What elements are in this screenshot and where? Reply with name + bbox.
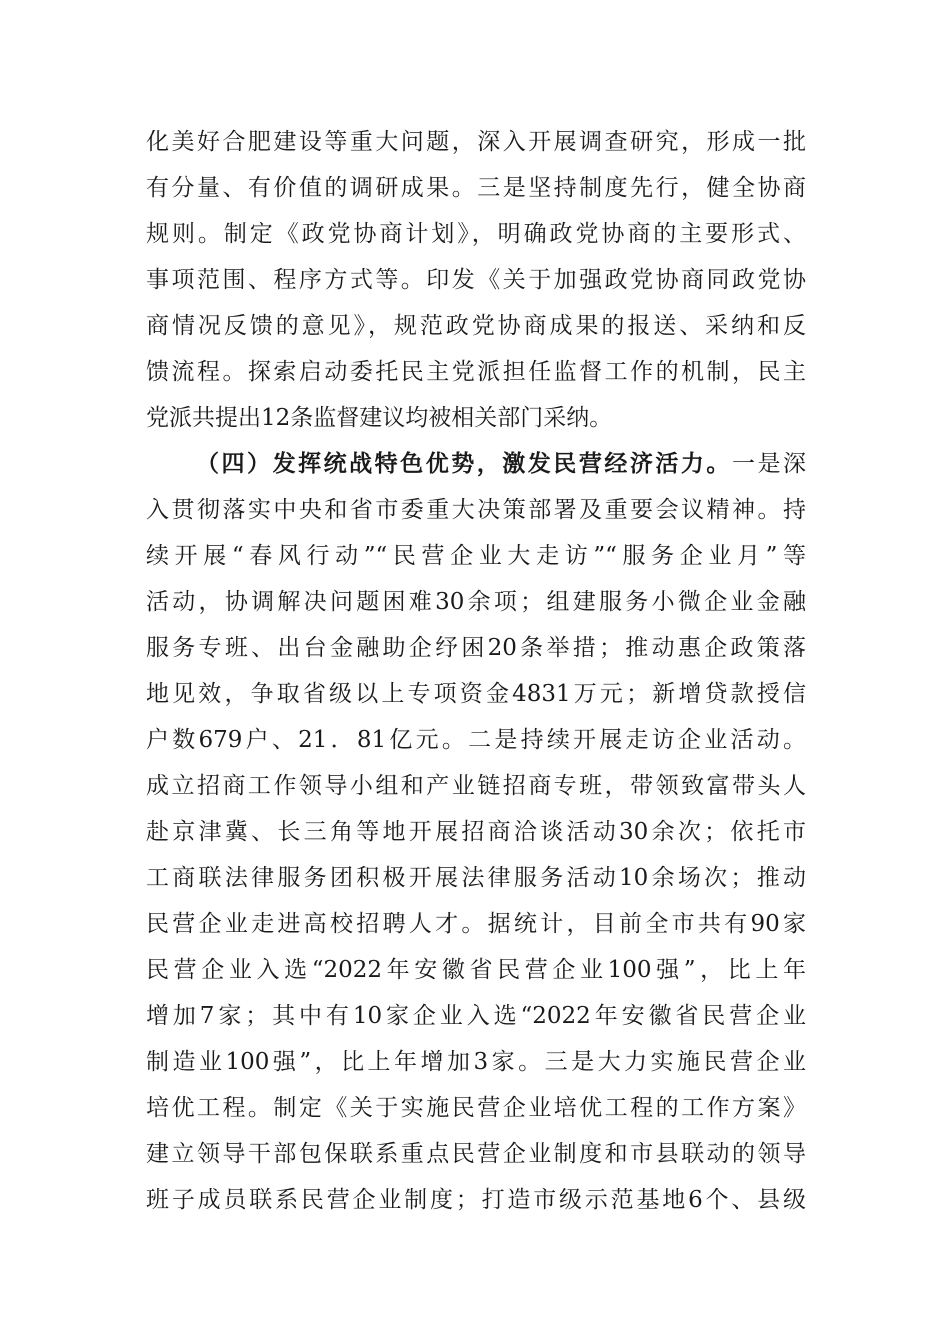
paragraph-line: 赴京津冀、长三角等地开展招商洽谈活动30余次；依托市 xyxy=(146,819,806,845)
paragraph-line: 班子成员联系民营企业制度；打造市级示范基地6个、县级 xyxy=(146,1187,806,1213)
paragraph-line: 民营企业走进高校招聘人才。据统计，目前全市共有90家 xyxy=(146,911,806,937)
paragraph-line: 入贯彻落实中央和省市委重大决策部署及重要会议精神。持 xyxy=(146,497,806,523)
paragraph-line: 户数679户、21．81亿元。二是持续开展走访企业活动。 xyxy=(146,727,806,753)
paragraph-line: 建立领导干部包保联系重点民营企业制度和市县联动的领导 xyxy=(146,1141,806,1167)
paragraph-line: 规则。制定《政党协商计划》，明确政党协商的主要形式、 xyxy=(146,221,806,247)
paragraph-line: 化美好合肥建设等重大问题，深入开展调查研究，形成一批 xyxy=(146,129,806,155)
paragraph-line: 地见效，争取省级以上专项资金4831万元；新增贷款授信 xyxy=(146,681,806,707)
paragraph-line: 民营企业入选“2022年安徽省民营企业100强”，比上年 xyxy=(146,957,806,983)
paragraph-line: 工商联法律服务团积极开展法律服务活动10余场次；推动 xyxy=(146,865,806,891)
paragraph-line: 活动，协调解决问题困难30余项；组建服务小微企业金融 xyxy=(146,589,806,615)
paragraph-line: 事项范围、程序方式等。印发《关于加强政党协商同政党协 xyxy=(146,267,806,293)
paragraph-line: 制造业100强”，比上年增加3家。三是大力实施民营企业 xyxy=(146,1049,806,1075)
paragraph-line: 商情况反馈的意见》，规范政党协商成果的报送、采纳和反 xyxy=(146,313,806,339)
paragraph-line: 续开展“春风行动”“民营企业大走访”“服务企业月”等 xyxy=(146,543,806,569)
section-heading-tail: 一是深 xyxy=(731,451,806,477)
section-heading: （四）发挥统战特色优势，激发民营经济活力。 xyxy=(196,450,732,477)
paragraph-line: 党派共提出12条监督建议均被相关部门采纳。 xyxy=(146,405,613,431)
paragraph-line: 成立招商工作领导小组和产业链招商专班，带领致富带头人 xyxy=(146,773,806,799)
paragraph-line: 有分量、有价值的调研成果。三是坚持制度先行，健全协商 xyxy=(146,175,806,201)
section-heading-line xyxy=(196,444,806,484)
paragraph-line: 馈流程。探索启动委托民主党派担任监督工作的机制，民主 xyxy=(146,359,806,385)
paragraph-line: 服务专班、出台金融助企纾困20条举措；推动惠企政策落 xyxy=(146,635,806,661)
paragraph-line: 增加7家；其中有10家企业入选“2022年安徽省民营企业 xyxy=(146,1003,806,1029)
paragraph-line: 培优工程。制定《关于实施民营企业培优工程的工作方案》 xyxy=(146,1095,806,1121)
